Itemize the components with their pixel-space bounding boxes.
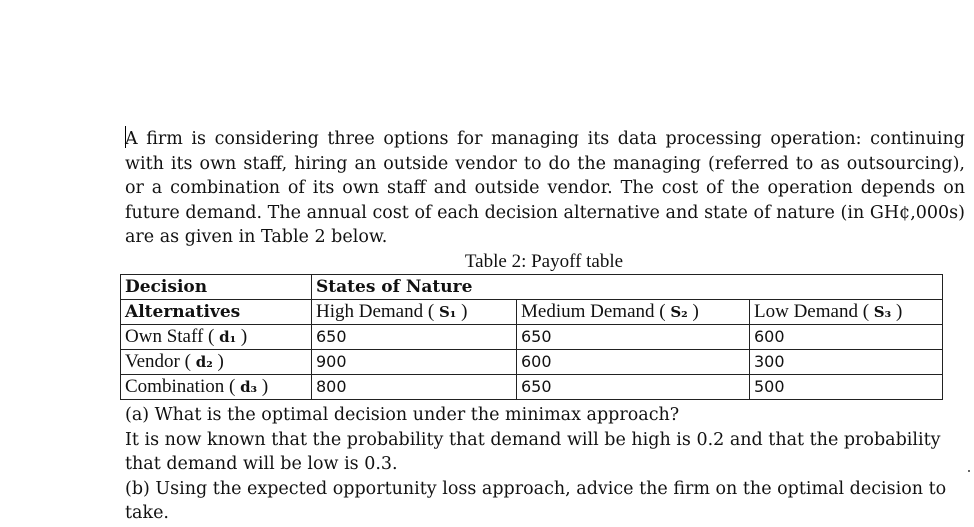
table-cell: 600 (517, 350, 750, 375)
stray-dot (968, 470, 970, 472)
probability-info: It is now known that the probability that demand will be high is 0.2 and that the probability that demand will be low is 0.3. (125, 429, 941, 474)
column-symbol: S₁ (438, 303, 457, 321)
problem-intro: A firm is considering three options for managing its data processing operation: continuing with its own staff, hiring an outside vendor to do the managing (referred to as outsourcing), or a combination of its own staff and outside vendor. The cost of the operation depends on future demand. The annual cost of each decision alternative and state of nature (in GH¢,000s) are as given in Table 2 below. (125, 129, 965, 247)
column-high-demand (312, 300, 517, 325)
table-cell: 500 (750, 375, 943, 400)
row-symbol: d₂ (195, 353, 213, 371)
table-cell: 650 (517, 325, 750, 350)
table-cell: 800 (312, 375, 517, 400)
question-a: (a) What is the optimal decision under the minimax approach? (125, 405, 680, 425)
row-close: ) (212, 351, 224, 372)
header-states-of-nature: States of Nature (312, 275, 943, 300)
column-close: ) (456, 301, 468, 322)
table-row (121, 350, 943, 375)
table-cell: 650 (517, 375, 750, 400)
column-label: Low Demand ( (754, 301, 874, 322)
table-cell: 300 (750, 350, 943, 375)
row-label-own-staff (121, 325, 312, 350)
row-close: ) (257, 376, 269, 397)
table-subheader-row (121, 300, 943, 325)
column-symbol: S₃ (873, 303, 892, 321)
row-label-vendor (121, 350, 312, 375)
column-close: ) (891, 301, 903, 322)
column-symbol: S₂ (670, 303, 688, 321)
row-label-combination (121, 375, 312, 400)
row-symbol: d₃ (240, 378, 258, 396)
questions (125, 403, 965, 526)
question-b: (b) Using the expected opportunity loss approach, advice the firm on the optimal decision to take. (125, 478, 947, 523)
column-medium-demand (517, 300, 750, 325)
payoff-table (120, 274, 943, 400)
table-cell: 900 (312, 350, 517, 375)
row-label: Combination ( (125, 376, 241, 397)
table-cell: 650 (312, 325, 517, 350)
row-label: Vendor ( (125, 351, 196, 372)
header-decision: Decision (121, 275, 312, 300)
table-row (121, 375, 943, 400)
header-alternatives: Alternatives (121, 300, 312, 325)
table-caption: Table 2: Payoff table (464, 251, 624, 272)
column-close: ) (687, 301, 699, 322)
column-label: High Demand ( (316, 301, 439, 322)
row-label: Own Staff ( (125, 326, 220, 347)
column-label: Medium Demand ( (521, 301, 671, 322)
table-cell: 600 (750, 325, 943, 350)
table-header-row (121, 275, 943, 300)
table-row (121, 325, 943, 350)
row-symbol: d₁ (219, 328, 237, 346)
row-close: ) (236, 326, 248, 347)
column-low-demand (750, 300, 943, 325)
